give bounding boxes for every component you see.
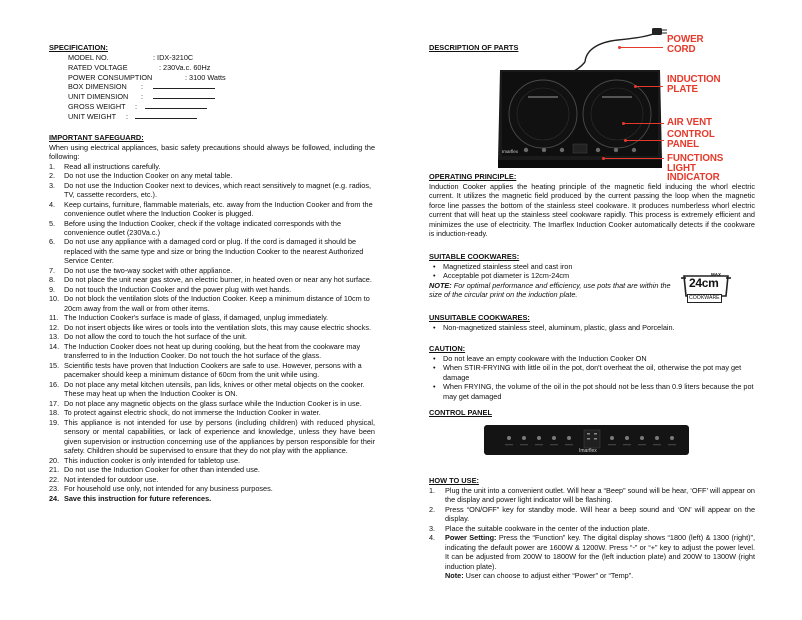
list-item [49, 200, 375, 219]
leader-line [604, 158, 664, 159]
item-number: 2. [49, 171, 56, 181]
safeguard-intro: When using electrical appliances, basic safety precautions should always be followed, including the following: [49, 142, 375, 162]
list-item: • Non-magnetized stainless steel, aluminum, plastic, glass and Porcelain. [429, 323, 755, 332]
spec-value: : [141, 92, 144, 102]
item-number: 10. [49, 294, 60, 304]
leader-dot [602, 157, 605, 160]
item-number: 13. [49, 332, 60, 342]
unsuitable-section [429, 313, 755, 332]
item-text: Do not use the Induction Cooker on any metal table. [64, 171, 233, 181]
item-text: For household use only, not intended for any business purposes. [64, 484, 273, 494]
list-item: • When STIR-FRYING with little oil in the pot, don't overheat the oil, otherwise the pot may get damage [429, 363, 755, 382]
item-number: 22. [49, 474, 60, 484]
item-text: Press the “Function” key. The digital display shows “1800 (left) & 1300 (right)”, indicating the default power are 1600W & 1200W. Press “-” or “+” key to adjust the power level. It can be adjusted from 200W to 1800W for the (left induction plate) and 200W to 1300W (right induction plate). [445, 533, 755, 571]
list-item [429, 505, 755, 524]
item-number: 18. [49, 408, 60, 418]
list-item [49, 171, 375, 180]
howto-list [429, 486, 755, 581]
list-item [49, 475, 375, 484]
list-item: • Do not leave an empty cookware with the Induction Cooker ON [429, 354, 755, 363]
item-number: 11. [49, 313, 59, 323]
caution-heading: CAUTION: [429, 344, 466, 353]
spec-label: UNIT WEIGHT [68, 111, 117, 121]
callout-air-vent: AIR VENT [667, 117, 712, 128]
item-text: This appliance is not intended for use by persons (including children) with reduced physical, sensory or mental capabilities, or lack of experience and knowledge, unless they have been given supervision or instruction concerning use of the appliances by person responsible for their safety. Children should be supervised to ensure that they do not play with the appliance. [64, 417, 375, 456]
blank-line [153, 82, 215, 89]
item-text: Save this instruction for future references. [64, 493, 212, 503]
item-text: Do not insert objects like wires or tools into the ventilation slots, this may cause electric shocks. [64, 322, 372, 332]
spec-label: BOX DIMENSION [68, 82, 127, 92]
spec-value: : [126, 111, 129, 121]
badge-label: COOKWARE [689, 295, 720, 301]
howto-section [429, 476, 755, 580]
safeguard-section [49, 133, 375, 503]
leader-dot [624, 139, 627, 142]
spec-row [49, 63, 375, 73]
spec-row [49, 82, 375, 92]
leader-dot [618, 46, 621, 49]
item-text: Keep curtains, furniture, flammable materials, etc. away from the Induction Cooker and from the convenience outlet where the Induction Cooker is plugged. [64, 199, 373, 219]
list-item [429, 524, 755, 533]
item-text: Plug the unit into a convenient outlet. Will hear a “Beep” sound will be hear, ‘OFF’ will appear on the display and power light indicator will be flashing. [445, 485, 755, 505]
item-text: Do not use the Induction Cooker next to devices, which react sensitively to magnet (e.g. radios, TV, cassette recorders, etc.). [64, 180, 372, 200]
item-number: 24. [49, 493, 60, 503]
item-number: 9. [49, 284, 56, 294]
operating-heading: OPERATING PRINCIPLE: [429, 172, 517, 181]
blank-line [135, 112, 197, 119]
unsuitable-list [429, 323, 755, 332]
callout-control-panel: CONTROL PANEL [667, 129, 715, 150]
item-text: Do not place the unit near gas stove, an electric burner, in heated oven or near any hot surface. [64, 275, 372, 285]
item-text: Do not block the ventilation slots of the Induction Cooker. Keep a minimum distance of 10cm to 20cm away from the wall or from other items. [64, 294, 370, 313]
operating-text: Induction Cooker applies the heating principle of the magnetic field inducing the whorl electric current. It utilizes the magnetic field produced by the current passing the loop when the magnetic force line passes the bottom of the stainless steel cookware. It produces numberless whorl electric current that will heat up the stainless steel cookware rapidly. This process is extremely efficient and minimizes the use of electricity. The Imarflex Induction Cooker automatically detects if the cookware is induction-ready. [429, 181, 755, 239]
specification-heading: SPECIFICATION: [49, 43, 108, 52]
list-item [49, 399, 375, 408]
spec-value: : [135, 101, 138, 111]
item-number: 19. [49, 417, 60, 427]
list-item [49, 237, 375, 265]
item-number: 21. [49, 465, 60, 475]
parts-heading: DESCRIPTION OF PARTS [429, 43, 519, 52]
list-item [49, 294, 375, 313]
item-text: Do not touch the Induction Cooker and the power plug with wet hands. [64, 284, 292, 294]
leader-dot [622, 122, 625, 125]
note-text: For optimal performance and efficiency, use pots that are within the size of the circular print on the induction plate. [429, 280, 671, 300]
control-panel-illustration [484, 425, 689, 455]
callout-induction-plate: INDUCTION PLATE [667, 74, 721, 95]
list-item [49, 484, 375, 493]
item-number: 1. [49, 161, 56, 171]
item-number: 3. [49, 180, 56, 190]
plug-icon [652, 28, 662, 35]
caution-section [429, 344, 755, 401]
safeguard-list [49, 162, 375, 503]
item-text: Press “ON/OFF” key for standby mode. Will hear a beep sound and ‘ON’ will appear on the display. [445, 504, 755, 524]
item-number: 1. [429, 485, 436, 495]
leader-dot [634, 85, 637, 88]
item-text: The Induction Cooker does not heat up during cooking, but the heat from the cookware may transferred to in the Induction Cooker. Do not touch the hot surface of the glass. [64, 341, 361, 361]
list-item [49, 465, 375, 474]
panel-brand-logo: Imarflex [579, 448, 597, 454]
suitable-heading: SUITABLE COOKWARES: [429, 252, 520, 261]
item-number: 16. [49, 379, 60, 389]
callout-functions-light: FUNCTIONS LIGHT INDICATOR [667, 153, 724, 184]
item-number: 14. [49, 341, 60, 351]
spec-value: : 230Va.c. 60Hz [159, 62, 211, 72]
list-item [49, 323, 375, 332]
note-label: Note: [445, 570, 464, 580]
list-item [49, 162, 375, 171]
unsuitable-heading: UNSUITABLE COOKWARES: [429, 313, 530, 322]
list-item: • When FRYING, the volume of the oil in the pot should not be less than 0.9 liters because the pot may get damaged [429, 382, 755, 401]
item-text: Do not use any appliance with a damaged cord or plug. If the cord is damaged it should be replaced with the same type and size or bring the Induction Cooker to the nearest Authorized Service Center. [64, 237, 364, 266]
item-text: To protect against electric shock, do not immerse the Induction Cooker in water. [64, 408, 321, 418]
item-text: Not intended for outdoor use. [64, 474, 159, 484]
note-label: NOTE: [429, 280, 452, 290]
display [573, 144, 587, 153]
spec-table [49, 53, 375, 122]
leader-line [626, 140, 664, 141]
item-number: 12. [49, 322, 60, 332]
caution-list [429, 354, 755, 401]
item-number: 8. [49, 275, 56, 285]
item-text: Do not use the Induction Cooker for other than intended use. [64, 465, 260, 475]
spec-label: POWER CONSUMPTION [68, 72, 153, 82]
list-item [49, 285, 375, 294]
item-number: 4. [429, 533, 436, 543]
item-text: The Induction Cooker's surface is made of glass, if damaged, unplug immediately. [64, 313, 329, 323]
item-text: Do not use the two-way socket with other appliance. [64, 265, 233, 275]
leader-line [620, 47, 663, 48]
badge-max: MAX [711, 272, 721, 277]
item-number: 23. [49, 484, 60, 494]
spec-value: : 3100 Watts [185, 72, 226, 82]
spec-label: GROSS WEIGHT [68, 101, 126, 111]
item-text: Do not place any magnetic objects on the glass surface while the Induction Cooker is in use. [64, 398, 362, 408]
blank-line [153, 92, 215, 99]
list-item [49, 494, 375, 503]
note-text: User can choose to adjust either “Power” or “Temp”. [463, 570, 634, 580]
spec-row [49, 53, 375, 63]
list-item [49, 380, 375, 399]
item-text: This induction cooker is only intended for tabletop use. [64, 455, 241, 465]
spec-row [49, 73, 375, 83]
item-number: 17. [49, 398, 60, 408]
cooker-base [498, 160, 662, 168]
spec-row [49, 92, 375, 102]
item-number: 6. [49, 237, 56, 247]
list-item [49, 332, 375, 341]
list-item [49, 361, 375, 380]
item-text: Read all instructions carefully. [64, 161, 161, 171]
item-number: 7. [49, 265, 56, 275]
suitable-section [429, 252, 679, 300]
spec-value: : IDX-3210C [153, 53, 194, 62]
power-setting-label: Power Setting: [445, 533, 497, 543]
leader-line [636, 86, 663, 87]
item-number: 5. [49, 218, 56, 228]
list-item [49, 181, 375, 200]
spec-label: MODEL NO. [68, 53, 109, 62]
induction-plate-left [509, 80, 577, 148]
safeguard-heading: IMPORTANT SAFEGUARD: [49, 133, 144, 142]
list-item: • Magnetized stainless steel and cast iron [429, 262, 679, 271]
spec-row [49, 102, 375, 112]
item-number: 20. [49, 455, 60, 465]
item-text: Do not allow the cord to touch the hot surface of the unit. [64, 332, 247, 342]
list-item [429, 533, 755, 580]
leader-line [624, 123, 664, 124]
list-item [49, 219, 375, 238]
item-text: Scientific tests have proven that Induction Cookers are safe to use. However, persons with a pacemaker should keep a minimum distance of 60cm from the unit while using. [64, 360, 362, 380]
induction-cooker-illustration [490, 22, 670, 178]
item-number: 2. [429, 504, 436, 514]
list-item [49, 418, 375, 456]
item-number: 4. [49, 199, 56, 209]
induction-plate-right [583, 80, 651, 148]
list-item [49, 456, 375, 465]
item-text: Place the suitable cookware in the center of the induction plate. [445, 523, 650, 533]
spec-label: UNIT DIMENSION [68, 92, 129, 102]
list-item [429, 486, 755, 505]
item-number: 15. [49, 360, 60, 370]
list-item [49, 408, 375, 417]
badge-size: 24cm [689, 276, 719, 290]
operating-section [429, 172, 755, 239]
cookware-size-badge [681, 266, 731, 302]
spec-value: : [141, 82, 144, 92]
spec-label: RATED VOLTAGE [68, 62, 128, 72]
spec-row [49, 112, 375, 122]
list-item [49, 342, 375, 361]
control-panel-heading: CONTROL PANEL [429, 408, 492, 417]
brand-logo: Imarflex [502, 149, 519, 154]
panel-display [584, 430, 600, 448]
list-item [49, 266, 375, 275]
list-item [49, 313, 375, 322]
callout-power-cord: POWER CORD [667, 34, 704, 55]
item-text: Do not place any metal kitchen utensils, pan lids, knives or other metal objects on the cooker. These may heat up when the Induction Cooker is ON. [64, 379, 365, 399]
list-item: • Acceptable pot diameter is 12cm-24cm [429, 271, 679, 280]
item-number: 3. [429, 523, 436, 533]
suitable-list [429, 262, 679, 281]
suitable-note [429, 281, 679, 300]
list-item [49, 275, 375, 284]
blank-line [145, 102, 207, 109]
howto-heading: HOW TO USE: [429, 476, 479, 485]
item-text: Before using the Induction Cooker, check if the voltage indicated corresponds with the convenience outlet (230Va.c.) [64, 218, 342, 237]
